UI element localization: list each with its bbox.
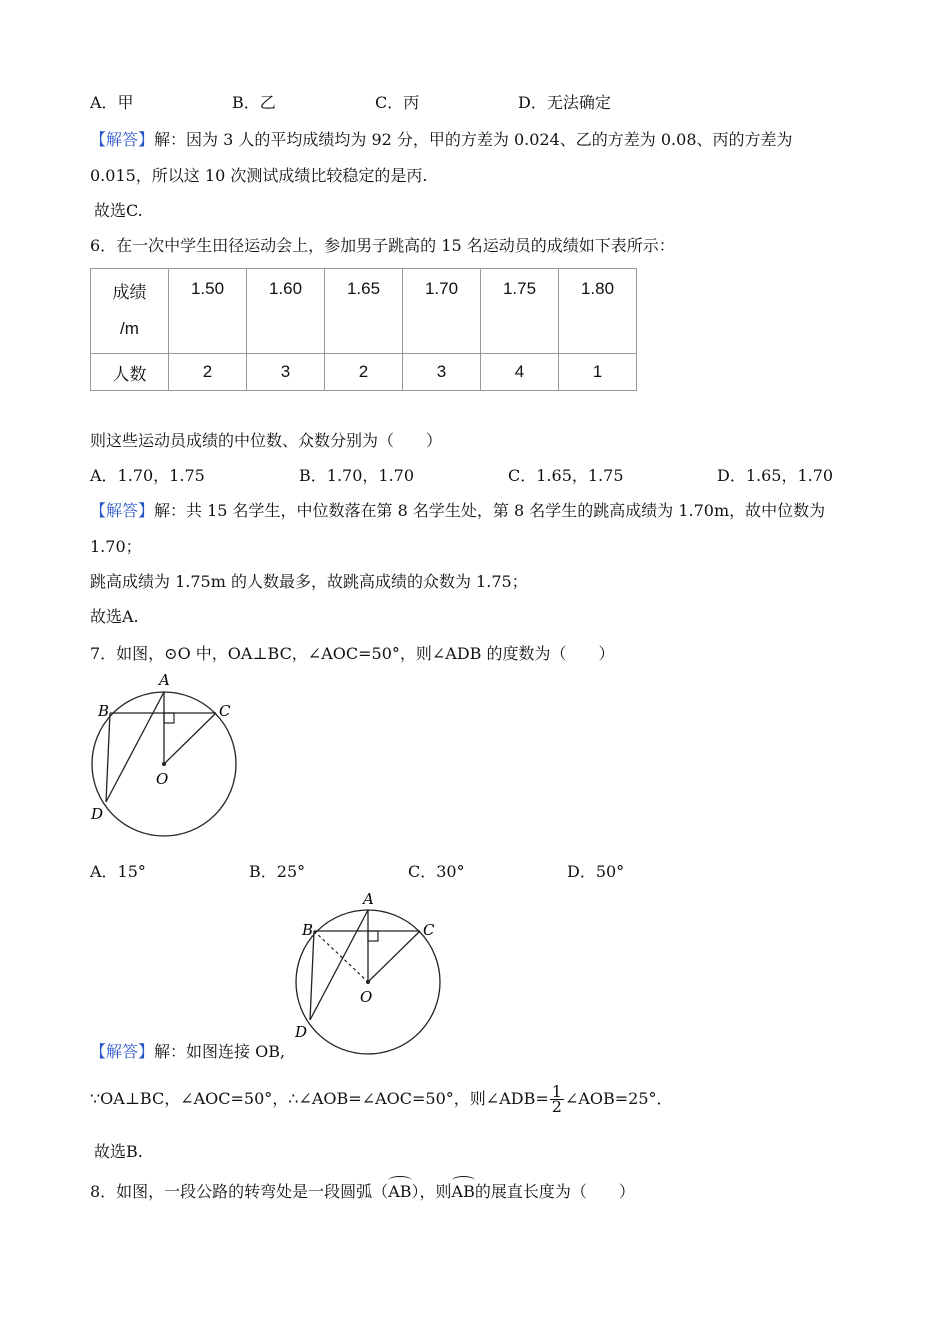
q5-option-a: A．甲 [90,93,134,112]
center-point [162,762,166,766]
q6-answer-line2: 1.70； [90,537,142,556]
header-label-line2: /m [120,319,139,338]
label-a: A [363,890,374,908]
count-cell: 4 [481,354,559,391]
arc-ab-label: AB [452,1178,475,1202]
label-d: D [295,1023,308,1041]
q6-option-d: D．1.65，1.70 [717,466,834,485]
q5-option-c: C．丙 [375,93,420,112]
q7-option-b: B．25° [249,862,306,881]
q6-option-b: B．1.70，1.70 [299,466,415,485]
q7-question: 7．如图，⊙O 中，OA⊥BC，∠AOC=50°，则∠ADB 的度数为（ ） [90,644,615,663]
segment-ob-dashed [314,931,368,982]
score-cell: 1.80 [559,269,637,354]
label-b: B [302,921,314,939]
segment-bd [106,713,110,802]
q7-answer-line2-pre: ∵OA⊥BC，∠AOC=50°，∴∠AOB=∠AOC=50°，则∠ADB= [90,1089,549,1108]
q6-answer-line1 [90,501,825,521]
table-header-cell [91,269,169,354]
q6-answer-line3: 跳高成绩为 1.75m 的人数最多，故跳高成绩的众数为 1.75； [90,572,528,591]
segment-oc [164,713,216,764]
label-c: C [423,921,435,939]
label-o: O [156,770,169,788]
q5-answer-text: 解：因为 3 人的平均成绩均为 92 分，甲的方差为 0.024、乙的方差为 0.08、丙的方差为 [154,130,793,149]
q7-option-d: D．50° [567,862,625,881]
q5-answer-line1 [90,130,793,150]
arc-ab-label: AB [388,1178,411,1202]
score-cell: 1.50 [169,269,247,354]
label-a: A [159,671,170,689]
q7-answer-line1 [90,1042,285,1062]
q7-conclusion: 故选B. [94,1142,143,1161]
answer-tag: 【解答】 [90,1042,155,1061]
q6-option-a: A．1.70，1.75 [90,466,205,485]
q6-prompt: 则这些运动员成绩的中位数、众数分别为（ ） [90,431,443,450]
segment-oc [368,931,420,982]
q7-solution-figure [290,890,450,1060]
count-label-cell: 人数 [91,354,169,391]
q7-option-c: C．30° [408,862,465,881]
q5-answer-line2: 0.015，所以这 10 次测试成绩比较稳定的是丙. [90,166,428,185]
score-cell: 1.60 [247,269,325,354]
q6-option-c: C．1.65，1.75 [508,466,624,485]
q5-option-d: D．无法确定 [518,93,611,112]
answer-tag: 【解答】 [90,130,155,149]
right-angle-mark [368,931,378,941]
fraction-one-half [550,1082,564,1116]
center-point [366,980,370,984]
table-row [91,354,637,391]
q7-option-a: A．15° [90,862,146,881]
table-row [91,269,637,354]
q7-answer-line2-post: ∠AOB=25°． [564,1089,673,1108]
q6-answer-text: 解：共 15 名学生，中位数落在第 8 名学生处，第 8 名学生的跳高成绩为 1.70m，故中位数为 [154,501,826,520]
score-cell: 1.65 [325,269,403,354]
segment-bd [310,931,314,1020]
q8-question-pre: 8．如图，一段公路的转弯处是一段圆弧（ [90,1182,389,1201]
fraction-numerator: 1 [551,1082,562,1101]
right-angle-mark [164,713,174,723]
label-o: O [360,988,373,1006]
q7-answer-text: 解：如图连接 OB, [154,1042,286,1061]
q7-figure [86,670,246,850]
q8-question-mid: ），则 [411,1182,452,1201]
score-cell: 1.75 [481,269,559,354]
count-cell: 1 [559,354,637,391]
label-d: D [91,805,104,823]
q6-conclusion: 故选A. [90,607,139,626]
q8-question-post: 的展直长度为（ ） [474,1182,635,1201]
label-c: C [219,702,231,720]
q6-score-table [90,268,637,391]
label-b: B [98,702,110,720]
answer-tag: 【解答】 [90,501,155,520]
count-cell: 2 [325,354,403,391]
fraction-denominator: 2 [551,1097,562,1116]
q8-question [90,1178,635,1202]
score-cell: 1.70 [403,269,481,354]
count-cell: 3 [403,354,481,391]
q5-conclusion: 故选C. [94,201,143,220]
count-cell: 2 [169,354,247,391]
q7-answer-line2 [90,1084,673,1114]
q6-question: 6．在一次中学生田径运动会上，参加男子跳高的 15 名运动员的成绩如下表所示： [90,236,675,255]
q5-option-b: B．乙 [232,93,276,112]
header-label-line1: 成绩 [112,283,147,302]
count-cell: 3 [247,354,325,391]
